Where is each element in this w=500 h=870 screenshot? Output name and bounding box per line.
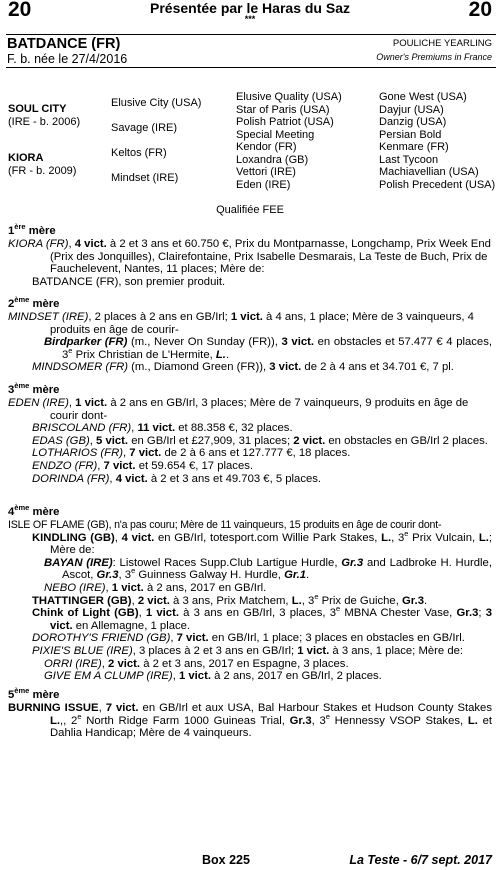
dam-info: (FR - b. 2009): [8, 164, 77, 177]
great-great-grandparents: [379, 91, 495, 191]
ggp-8: Eden (IRE): [236, 178, 291, 191]
sire-info: (IRE - b. 2006): [8, 115, 81, 128]
section-4eme-mere: 4ème mère: [8, 503, 60, 518]
owners-note: Owner's Premiums in France: [376, 52, 492, 62]
birdparker-entry: Birdparker (FR) (m., Never On Sunday (FR)), 3 vict. en obstacles et 57.477 € 4 places, 3e Prix Christian de L'Hermite, L..: [44, 336, 492, 361]
dorinda-entry: DORINDA (FR), 4 vict. à 2 et 3 ans et 49.703 €, 5 places.: [32, 472, 322, 485]
gggp-1: Gone West (USA): [379, 91, 467, 103]
section-2-text: [8, 311, 492, 374]
section-3eme-mere: 3ème mère: [8, 381, 60, 396]
pixies-blue-entry: PIXIE'S BLUE (IRE), 3 places à 2 et 3 ans en GB/Irl; 1 vict. à 3 ans, 1 place; Mère de:: [32, 644, 464, 657]
pedigree-dam: [8, 152, 76, 177]
bayan-entry: BAYAN (IRE): Listowel Races Supp.Club Lartigue Hurdle, Gr.3 and Ladbroke H. Hurdle, Ascot, Gr.3, 3e Guinness Galway H. Hurdle, Gr.1.: [44, 556, 492, 582]
grandparent-2: Savage (IRE): [111, 122, 178, 134]
section-5-text: [8, 702, 492, 740]
ggp-4: Special Meeting: [236, 128, 315, 141]
section-3-text: [8, 397, 492, 485]
grandparent-1: Elusive City (USA): [111, 97, 202, 109]
dam-name: KIORA: [8, 152, 44, 164]
dorothys-friend-entry: DOROTHY'S FRIEND (GB), 7 vict. en GB/Irl, 1 place; 3 places en obstacles en GB/Irl.: [32, 632, 465, 645]
isle-of-flame-entry: ISLE OF FLAME (GB), n'a pas couru; Mère de 11 vainqueurs, 15 produits en âge de courir dont-: [8, 519, 442, 531]
gggp-7: Machiavellian (USA): [379, 166, 479, 178]
lotharios-entry: LOTHARIOS (FR), 7 vict. de 2 à 6 ans et 127.777 €, 18 places.: [32, 447, 351, 460]
horse-details: F. b. née le 27/4/2016: [7, 52, 128, 66]
endzo-entry: ENDZO (FR), 7 vict. et 59.654 €, 17 places.: [32, 459, 254, 472]
edas-entry: EDAS (GB), 5 vict. en GB/Irl et £27,909, 31 places; 2 vict. en obstacles en GB/Irl 2 places.: [32, 434, 488, 447]
presenter-title: Présentée par le Haras du Saz: [150, 0, 350, 16]
footer-box-number: Box 225: [202, 853, 250, 867]
gggp-3: Danzig (USA): [379, 116, 447, 128]
great-grandparents: [236, 91, 342, 191]
dam-kiora-entry: KIORA (FR), 4 vict. à 2 et 3 ans et 60.750 €, Prix du Montparnasse, Longchamp, Prix Week End (Prix des Jonquilles), Clairefontaine, Prix Isabelle Desmarais, La Teste de Buch, Prix de Fauchelevent, Nantes, 11 places; Mère de:: [8, 238, 491, 276]
section-2eme-mere: 2ème mère: [8, 295, 60, 310]
eden-entry: EDEN (IRE), 1 vict. à 2 ans en GB/Irl, 3 places; Mère de 7 vainqueurs, 9 produits en âge de courir dont-: [8, 397, 469, 422]
batdance-entry: BATDANCE (FR), son premier produit.: [32, 275, 226, 288]
grandparent-4: Mindset (IRE): [111, 172, 179, 184]
ggp-3: Polish Patriot (USA): [236, 116, 334, 128]
mindset-entry: MINDSET (IRE), 2 places à 2 ans en GB/Irl; 1 vict. à 4 ans, 1 place; Mère de 3 vainqueurs, 4 produits en âge de courir-: [8, 311, 474, 336]
header-stars: ***: [244, 14, 256, 24]
gggp-4: Persian Bold: [379, 128, 442, 141]
gggp-6: Last Tycoon: [379, 153, 439, 166]
sire-name: SOUL CITY: [8, 103, 67, 115]
header-bottom-rule: [6, 67, 496, 68]
briscoland-entry: BRISCOLAND (FR), 11 vict. et 88.358 €, 32 places.: [32, 422, 293, 435]
gggp-8: Polish Precedent (USA): [379, 178, 496, 191]
ggp-5: Kendor (FR): [236, 141, 297, 153]
ggp-1: Elusive Quality (USA): [236, 91, 342, 103]
footer-sale-info: La Teste - 6/7 sept. 2017: [349, 853, 492, 867]
orri-entry: ORRI (IRE), 2 vict. à 2 et 3 ans, 2017 en Espagne, 3 places.: [44, 657, 349, 670]
lot-number-right: 20: [468, 0, 492, 21]
nebo-entry: NEBO (IRE), 1 vict. à 2 ans, 2017 en GB/Irl.: [44, 581, 267, 594]
mindsomer-entry: MINDSOMER (FR) (m., Diamond Green (FR)), 3 vict. de 2 à 4 ans et 34.701 €, 7 pl.: [32, 361, 454, 374]
horse-name: BATDANCE (FR): [7, 36, 121, 52]
ggp-7: Vettori (IRE): [236, 166, 296, 178]
lot-number-left: 20: [8, 0, 32, 21]
chink-of-light-entry: Chink of Light (GB), 1 vict. à 3 ans en GB/Irl, 3 places, 3e MBNA Chester Vase, Gr.3; 3 vict. en Allemagne, 1 place.: [32, 604, 493, 632]
ggp-6: Loxandra (GB): [236, 153, 309, 166]
section-1-text: [8, 238, 492, 288]
gggp-5: Kenmare (FR): [379, 141, 449, 153]
gggp-2: Dayjur (USA): [379, 103, 444, 116]
pedigree-sire: [8, 103, 80, 128]
section-4-text: [8, 519, 492, 683]
kindling-entry: KINDLING (GB), 4 vict. en GB/Irl, totesport.com Willie Park Stakes, L., 3e Prix Vulcain, L.; Mère de:: [32, 528, 493, 557]
section-5eme-mere: 5ème mère: [8, 686, 60, 701]
ggp-2: Star of Paris (USA): [236, 103, 330, 116]
grandparent-3: Keltos (FR): [111, 147, 167, 159]
top-rule: [6, 34, 496, 35]
burning-issue-entry: BURNING ISSUE, 7 vict. en GB/Irl et aux USA, Bal Harbour Stakes et Hudson County Stakes L.,, 2e North Ridge Farm 1000 Guineas Trial, Gr.3, 3e Hennessy VSOP Stakes, L. et Dahlia Handicap; Mère de 4 vainqueurs.: [8, 702, 493, 740]
qualification: Qualifiée FEE: [216, 204, 284, 216]
thattinger-entry: THATTINGER (GB), 2 vict. à 3 ans, Prix Matchem, L., 3e Prix de Guiche, Gr.3.: [32, 591, 428, 607]
horse-category: POULICHE YEARLING: [392, 38, 492, 49]
section-1ere-mere: 1ère mère: [8, 222, 56, 237]
give-em-a-clump-entry: GIVE EM A CLUMP (IRE), 1 vict. à 2 ans, 2017 en GB/Irl, 2 places.: [44, 670, 382, 683]
